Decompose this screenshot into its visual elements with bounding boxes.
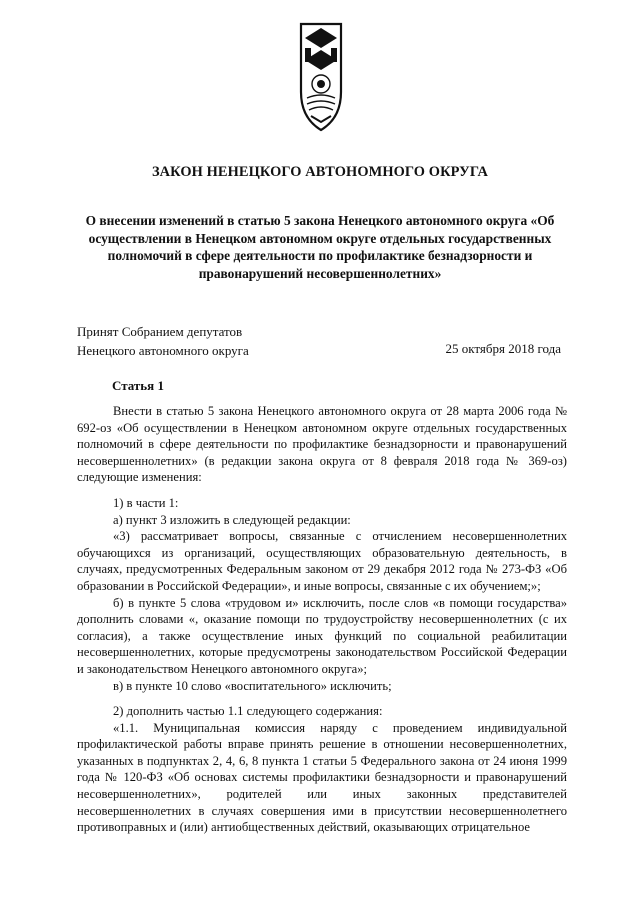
article-heading: Статья 1: [112, 378, 164, 393]
paragraph: «3) рассматривает вопросы, связанные с отчислением несовершеннолетних обучающихся из организаций, осуществляющих образовательную деятельность, в случаях, предусмотренных Федеральным законом от 29 декабря 2012 года № 273-ФЗ «Об образовании в Российской Федерации», и иные вопросы, связанные с их обучением;»;: [77, 529, 567, 593]
adoption-info: [77, 323, 249, 360]
coat-of-arms-icon: [293, 22, 349, 134]
law-title: ЗАКОН НЕНЕЦКОГО АВТОНОМНОГО ОКРУГА: [151, 164, 489, 180]
law-subtitle: О внесении изменений в статью 5 закона Ненецкого автономного округа «Об осуществлении в Ненецком автономном округе отдельных государственных полномочий в сфере деятельности по профилактике безнадзорности и правонарушений несовершеннолетних»: [85, 213, 555, 281]
paragraph: 2) дополнить частью 1.1 следующего содержания:: [113, 704, 383, 719]
paragraph: «1.1. Муниципальная комиссия наряду с проведением индивидуальной профилактической работы вправе принять решение в отношении несовершеннолетних, указанных в подпунктах 2, 4, 6, 8 пункта 1 статьи 5 Федерального закона от 24 июня 1999 года № 120-ФЗ «Об основах системы профилактики безнадзорности и правонарушений несовершеннолетних», родителей или иных законных представителей несовершеннолетних в случаях совершения ими в присутствии несовершеннолетнего противоправных и (или) антиобщественных действий, оказывающих отрицательное: [77, 720, 567, 835]
paragraph: Внести в статью 5 закона Ненецкого автономного округа от 28 марта 2006 года № 692-оз «Об осуществлении в Ненецком автономном округе отдельных государственных полномочий в сфере деятельности по профилактике безнадзорности и правонарушений несовершеннолетних» (в редакции закона округа от 8 февраля 2018 года № 369-оз) следующие изменения:: [77, 404, 567, 485]
adoption-line-2: Ненецкого автономного округа: [77, 342, 249, 358]
adoption-line-1: Принят Собранием депутатов: [77, 324, 243, 339]
paragraph: 1) в части 1:: [113, 495, 179, 510]
article-body: [77, 403, 567, 836]
paragraph: б) в пункте 5 слова «трудовом и» исключить, после слов «в помощи государства» дополнить словами «, оказание помощи по трудоустройству несовершеннолетних (с их согласия), а также осуществление иных функций по социальной реабилитации несовершеннолетних, которые предусмотрены законодательством Российской Федерации и законодательством Ненецкого автономного округа»;: [77, 595, 567, 676]
adoption-date: 25 октября 2018 года: [445, 341, 561, 356]
paragraph: в) в пункте 10 слово «воспитательного» исключить;: [113, 678, 392, 693]
paragraph: а) пункт 3 изложить в следующей редакции:: [113, 512, 351, 527]
